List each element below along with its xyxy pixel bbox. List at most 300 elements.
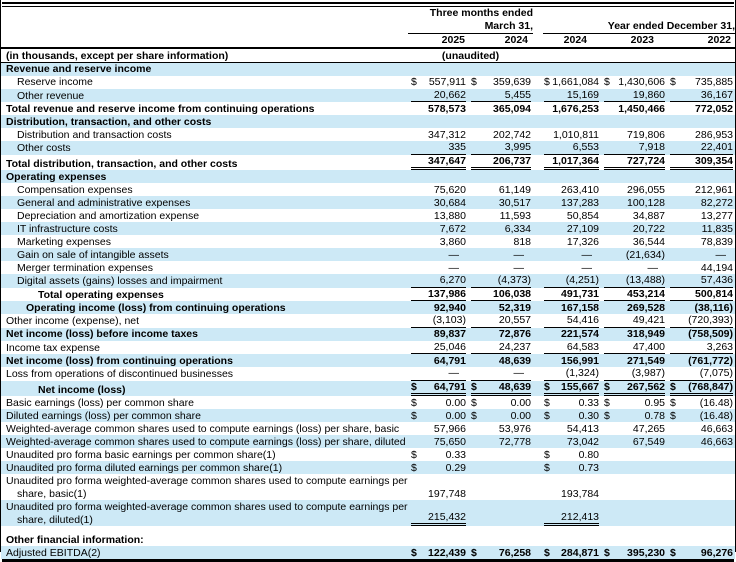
table-row	[1, 235, 735, 248]
value-cell	[408, 448, 468, 461]
cell-value: 11,593	[499, 209, 532, 222]
cell-value: 6,553	[572, 141, 600, 153]
cell-value: 64,791	[433, 354, 466, 367]
row-label: Weighted-average common shares used to compute earnings (loss) per share, diluted	[6, 435, 406, 448]
value-cell	[468, 261, 533, 274]
value-cell	[408, 155, 468, 171]
row-label: General and administrative expenses	[17, 196, 191, 209]
cell-value: 1,450,466	[618, 102, 666, 115]
value-cell	[601, 461, 667, 474]
cell-value: (758,509)	[688, 328, 734, 340]
cell-value: —	[513, 261, 525, 274]
currency-symbol: $	[604, 409, 610, 422]
value-cell	[468, 170, 533, 183]
cell-value: 167,158	[561, 301, 600, 314]
value-cell	[468, 422, 533, 435]
value-cell	[601, 381, 667, 397]
row-label: Total distribution, transaction, and other costs	[6, 157, 238, 170]
value-cell	[468, 301, 533, 314]
value-cell	[601, 222, 667, 235]
value-cell	[468, 102, 533, 115]
value-cell	[408, 222, 468, 235]
row-label: Weighted-average common shares used to compute earnings (loss) per share, basic	[6, 422, 400, 435]
cell-value: 215,432	[428, 510, 466, 523]
value-cell	[408, 422, 468, 435]
table-row	[1, 422, 735, 435]
value-cell	[468, 328, 533, 341]
currency-symbol: $	[471, 380, 477, 393]
cell-value: 267,562	[627, 380, 666, 393]
table-row	[1, 261, 735, 274]
cell-value: 20,557	[498, 314, 532, 326]
value-cell	[667, 89, 735, 103]
cell-value: 52,319	[498, 301, 532, 314]
cell-value: 48,639	[498, 380, 532, 393]
value-cell	[408, 89, 468, 103]
cell-value: (3,987)	[631, 367, 666, 379]
row-label: Distribution and transaction costs	[17, 128, 172, 141]
value-cell	[533, 381, 601, 397]
unaudited-note: (unaudited)	[408, 48, 533, 63]
row-label: Merger termination expenses	[17, 261, 153, 274]
value-cell	[667, 396, 735, 409]
cell-value: 491,731	[561, 287, 600, 300]
value-cell	[667, 288, 735, 302]
cell-value: 3,995	[504, 141, 532, 153]
table-row	[1, 209, 735, 222]
value-cell	[667, 222, 735, 235]
cell-value: —	[581, 248, 593, 261]
value-cell	[408, 102, 468, 115]
cell-value: 61,149	[498, 183, 532, 196]
spacer-cell	[1, 526, 735, 533]
header-group-row-2	[1, 20, 735, 34]
currency-symbol: $	[544, 546, 550, 559]
value-cell	[601, 301, 667, 314]
value-cell	[533, 448, 601, 461]
value-cell	[667, 381, 735, 397]
cell-value: 64,791	[433, 380, 466, 393]
cell-value: 735,885	[695, 76, 734, 88]
row-label: IT infrastructure costs	[17, 222, 118, 235]
value-cell	[468, 288, 533, 302]
table-row	[1, 301, 735, 314]
value-cell	[468, 461, 533, 474]
cell-value: 20,662	[433, 88, 466, 101]
cell-value: 57,966	[433, 422, 466, 435]
cell-value: 221,574	[561, 328, 600, 340]
cell-value: 0.95	[644, 396, 666, 409]
cell-value: (3,103)	[432, 314, 466, 326]
currency-symbol: $	[544, 380, 550, 393]
row-label: Unaudited pro forma weighted-average common shares used to compute earnings per share, basic(1)	[6, 475, 408, 500]
value-cell	[408, 248, 468, 261]
value-cell	[601, 328, 667, 341]
cell-value: (21,634)	[625, 248, 666, 261]
currency-symbol: $	[670, 380, 676, 393]
group-label: Year ended December 31,	[543, 20, 735, 34]
value-cell	[667, 128, 735, 141]
table-row	[1, 141, 735, 155]
value-cell	[601, 209, 667, 222]
value-cell	[667, 422, 735, 435]
cell-value: 72,876	[498, 328, 532, 340]
cell-value: 82,272	[700, 196, 734, 209]
value-cell	[601, 235, 667, 248]
value-cell	[408, 301, 468, 314]
value-cell	[533, 274, 601, 288]
year-column-header: 2022	[667, 34, 735, 48]
value-cell	[468, 341, 533, 355]
value-cell	[667, 409, 735, 422]
table-row	[1, 128, 735, 141]
row-label: Basic earnings (loss) per common share	[6, 396, 194, 409]
cell-value: —	[513, 248, 525, 261]
row-label: Gain on sale of intangible assets	[17, 248, 169, 261]
value-cell	[408, 328, 468, 341]
cell-value: —	[715, 248, 727, 261]
cell-value: 7,672	[439, 222, 466, 235]
cell-value: 453,214	[627, 287, 666, 300]
value-cell	[601, 155, 667, 171]
value-cell	[533, 115, 601, 128]
value-cell	[667, 248, 735, 261]
cell-value: 72,778	[498, 435, 532, 448]
cell-value: 6,270	[439, 274, 466, 286]
value-cell	[667, 235, 735, 248]
cell-value: 92,940	[433, 301, 466, 314]
cell-value: 15,169	[566, 88, 600, 101]
year-column-header: 2024	[533, 34, 601, 48]
cell-value: 309,354	[695, 154, 734, 167]
row-label: Compensation expenses	[17, 183, 133, 196]
value-cell	[667, 354, 735, 367]
cell-value: 49,421	[632, 314, 666, 326]
cell-value: 20,722	[632, 222, 666, 235]
value-cell	[408, 474, 468, 500]
three-months-group-header	[408, 7, 533, 20]
section-header-row	[1, 170, 735, 183]
value-cell	[468, 354, 533, 367]
table-row	[1, 461, 735, 474]
currency-symbol: $	[604, 396, 610, 409]
cell-value: 335	[448, 141, 466, 153]
value-cell	[601, 367, 667, 381]
cell-value: 284,871	[561, 546, 600, 559]
cell-value: 1,430,606	[618, 76, 666, 88]
cell-value: 47,265	[632, 422, 666, 435]
cell-value: 395,230	[627, 546, 666, 559]
value-cell	[408, 381, 468, 397]
cell-value: 53,976	[498, 422, 532, 435]
currency-symbol: $	[670, 76, 676, 88]
value-cell	[408, 63, 468, 76]
value-cell	[533, 209, 601, 222]
value-cell	[468, 533, 533, 546]
cell-value: 263,410	[561, 183, 600, 196]
currency-symbol: $	[544, 409, 550, 422]
cell-value: 137,283	[561, 196, 600, 209]
value-cell	[533, 141, 601, 155]
value-cell	[468, 435, 533, 448]
cell-value: 75,620	[433, 183, 466, 196]
cell-value: 202,742	[493, 128, 532, 141]
value-cell	[601, 533, 667, 546]
cell-value: 271,549	[627, 354, 666, 367]
cell-value: 500,814	[695, 287, 734, 300]
cell-value: 197,748	[428, 487, 466, 500]
table-row	[1, 89, 735, 103]
year-ended-group-header	[533, 20, 735, 34]
cell-value: —	[513, 367, 525, 379]
cell-value: 0.00	[510, 396, 532, 409]
cell-value: 7,918	[638, 141, 666, 153]
value-cell	[667, 209, 735, 222]
value-cell	[601, 422, 667, 435]
table-row	[1, 396, 735, 409]
empty-cell	[533, 48, 735, 63]
value-cell	[408, 128, 468, 141]
value-cell	[533, 248, 601, 261]
table-row	[1, 155, 735, 171]
value-cell	[601, 170, 667, 183]
value-cell	[468, 248, 533, 261]
cell-value: 48,639	[498, 354, 532, 367]
value-cell	[667, 448, 735, 461]
value-cell	[533, 261, 601, 274]
cell-value: 64,583	[566, 340, 600, 353]
row-label: Net income (loss)	[38, 383, 126, 396]
value-cell	[408, 396, 468, 409]
value-cell	[468, 235, 533, 248]
value-cell	[667, 141, 735, 155]
cell-value: 269,528	[627, 301, 666, 314]
value-cell	[667, 546, 735, 559]
row-label: Diluted earnings (loss) per common share	[6, 409, 201, 422]
cell-value: 78,839	[700, 235, 734, 248]
cell-value: 206,737	[493, 154, 532, 167]
cell-value: 27,109	[566, 222, 600, 235]
cell-value: 347,312	[428, 128, 466, 141]
empty-cell	[1, 7, 408, 20]
value-cell	[667, 301, 735, 314]
table-row	[1, 183, 735, 196]
table-row	[1, 409, 735, 422]
cell-value: (13,488)	[625, 274, 666, 286]
value-cell	[468, 274, 533, 288]
value-cell	[667, 170, 735, 183]
value-cell	[533, 367, 601, 381]
table-row	[1, 546, 735, 559]
value-cell	[533, 474, 601, 500]
row-label: Other income (expense), net	[6, 315, 140, 327]
year-header-row	[1, 34, 735, 48]
value-cell	[533, 235, 601, 248]
value-cell	[667, 102, 735, 115]
value-cell	[408, 261, 468, 274]
value-cell	[533, 63, 601, 76]
cell-value: 122,439	[428, 546, 466, 559]
value-cell	[468, 209, 533, 222]
table-row	[1, 381, 735, 397]
cell-value: 0.33	[578, 396, 600, 409]
value-cell	[468, 409, 533, 422]
value-cell	[468, 314, 533, 328]
cell-value: 57,436	[700, 274, 734, 286]
value-cell	[408, 141, 468, 155]
value-cell	[601, 448, 667, 461]
value-cell	[601, 261, 667, 274]
section-header-row	[1, 63, 735, 76]
table-row	[1, 314, 735, 328]
cell-value: 17,326	[566, 235, 600, 248]
value-cell	[533, 196, 601, 209]
value-cell	[468, 396, 533, 409]
cell-value: 1,661,084	[552, 76, 600, 88]
cell-value: 156,991	[561, 354, 600, 367]
value-cell	[468, 76, 533, 89]
currency-symbol: $	[670, 409, 676, 422]
currency-symbol: $	[411, 380, 417, 393]
value-cell	[601, 102, 667, 115]
cell-value: 44,194	[700, 261, 734, 274]
cell-value: 24,237	[498, 340, 532, 353]
value-cell	[408, 115, 468, 128]
value-cell	[408, 354, 468, 367]
value-cell	[601, 354, 667, 367]
value-cell	[533, 183, 601, 196]
row-label: Unaudited pro forma basic earnings per common share(1)	[6, 448, 276, 461]
value-cell	[667, 183, 735, 196]
cell-value: (768,847)	[688, 380, 734, 393]
spacer-row	[1, 526, 735, 533]
cell-value: 772,052	[695, 102, 734, 115]
cell-value: 286,953	[695, 128, 734, 141]
financial-table	[1, 7, 735, 559]
row-label: Other revenue	[17, 89, 85, 102]
value-cell	[667, 115, 735, 128]
empty-cell	[1, 34, 408, 48]
cell-value: 727,724	[627, 154, 666, 167]
value-cell	[468, 183, 533, 196]
currency-symbol: $	[544, 448, 550, 461]
cell-value: 46,663	[700, 422, 734, 435]
value-cell	[533, 76, 601, 89]
value-cell	[408, 341, 468, 355]
group-label: Three months ended	[429, 7, 534, 19]
cell-value: 296,055	[627, 183, 666, 196]
cell-value: 0.73	[578, 461, 600, 474]
cell-value: 36,544	[632, 235, 666, 248]
year-column-header: 2025	[408, 34, 468, 48]
row-label: Other financial information:	[6, 533, 144, 546]
value-cell	[408, 196, 468, 209]
units-note-row	[1, 48, 735, 63]
value-cell	[667, 196, 735, 209]
cell-value: (4,251)	[565, 274, 600, 286]
value-cell	[533, 396, 601, 409]
cell-value: —	[448, 367, 459, 379]
cell-value: 106,038	[493, 287, 532, 300]
cell-value: 46,663	[700, 435, 734, 448]
value-cell	[667, 328, 735, 341]
header-group-row-1	[1, 7, 735, 20]
cell-value: (7,075)	[699, 367, 734, 379]
value-cell	[408, 314, 468, 328]
value-cell	[408, 461, 468, 474]
currency-symbol: $	[544, 76, 550, 88]
row-label: Income tax expense	[6, 341, 100, 354]
value-cell	[601, 248, 667, 261]
value-cell	[667, 500, 735, 526]
value-cell	[533, 533, 601, 546]
value-cell	[408, 500, 468, 526]
value-cell	[667, 474, 735, 500]
value-cell	[468, 196, 533, 209]
row-label: Total operating expenses	[38, 288, 164, 301]
cell-value: (761,772)	[688, 354, 734, 367]
table-row	[1, 274, 735, 288]
cell-value: —	[448, 261, 459, 274]
value-cell	[533, 500, 601, 526]
currency-symbol: $	[471, 396, 477, 409]
table-row	[1, 196, 735, 209]
section-header-row	[1, 115, 735, 128]
value-cell	[468, 546, 533, 559]
cell-value: 0.80	[578, 448, 600, 461]
cell-value: 34,887	[632, 209, 666, 222]
table-row	[1, 222, 735, 235]
units-note: (in thousands, except per share information)	[1, 48, 408, 63]
table-row	[1, 500, 735, 526]
table-row	[1, 341, 735, 355]
row-label: Marketing expenses	[17, 235, 111, 248]
value-cell	[667, 155, 735, 171]
currency-symbol: $	[670, 396, 676, 409]
value-cell	[601, 396, 667, 409]
cell-value: 30,517	[498, 196, 532, 209]
cell-value: 1,017,364	[552, 154, 600, 167]
value-cell	[667, 367, 735, 381]
cell-value: 347,647	[428, 154, 466, 167]
row-label: Other costs	[17, 142, 71, 154]
cell-value: 719,806	[627, 128, 666, 141]
currency-symbol: $	[411, 448, 417, 461]
table-row	[1, 288, 735, 302]
value-cell	[533, 128, 601, 141]
value-cell	[667, 314, 735, 328]
value-cell	[533, 341, 601, 355]
cell-value: 193,784	[561, 487, 600, 500]
value-cell	[468, 381, 533, 397]
cell-value: 155,667	[561, 380, 600, 393]
value-cell	[601, 183, 667, 196]
value-cell	[533, 155, 601, 171]
value-cell	[601, 63, 667, 76]
empty-cell	[533, 7, 735, 20]
value-cell	[408, 235, 468, 248]
row-label: Unaudited pro forma weighted-average common shares used to compute earnings per share, diluted(1)	[6, 501, 408, 526]
value-cell	[408, 409, 468, 422]
cell-value: 100,128	[627, 196, 666, 209]
value-cell	[601, 409, 667, 422]
value-cell	[601, 196, 667, 209]
cell-value: 89,837	[433, 328, 466, 340]
value-cell	[468, 448, 533, 461]
value-cell	[601, 141, 667, 155]
currency-symbol: $	[411, 76, 417, 88]
row-label: Depreciation and amortization expense	[17, 209, 200, 222]
